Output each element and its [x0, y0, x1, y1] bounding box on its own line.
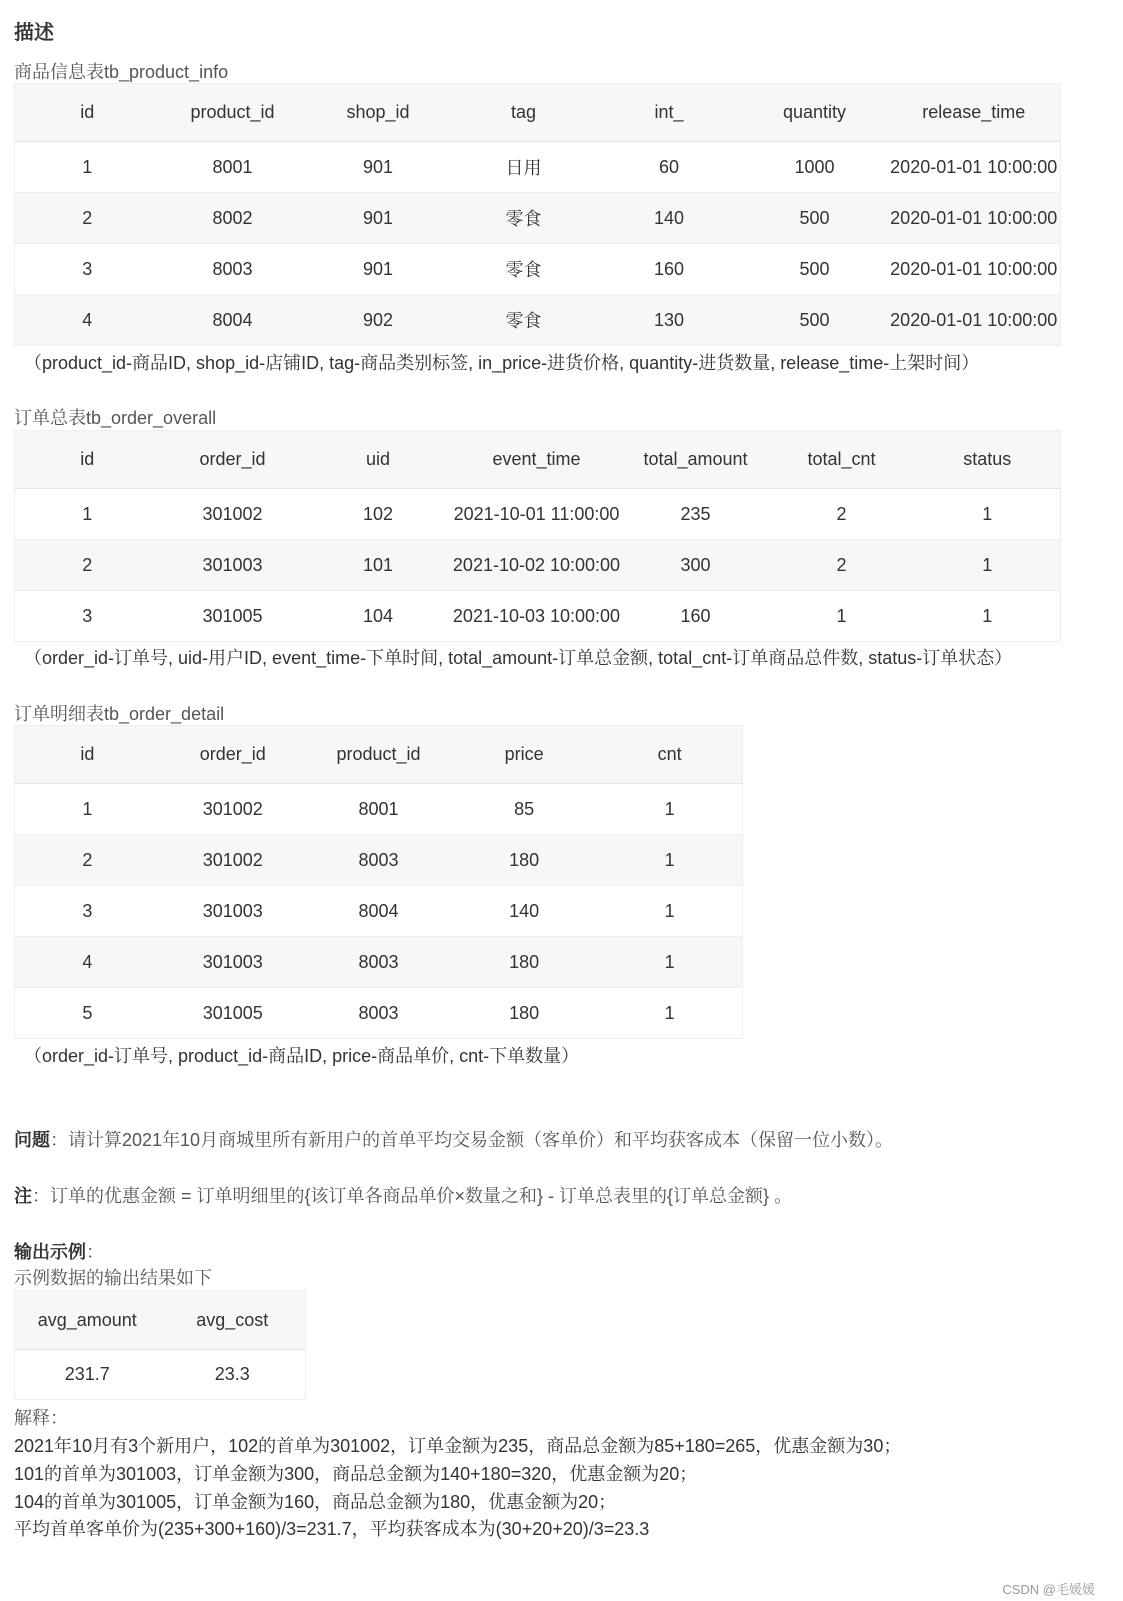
table-cell: 301003 — [160, 540, 306, 591]
table-cell: 301002 — [160, 835, 306, 886]
table-cell: 1 — [597, 988, 742, 1039]
table-cell: 2021-10-01 11:00:00 — [451, 489, 623, 540]
table-row — [15, 1350, 306, 1400]
product-info-table — [14, 83, 1061, 346]
table-cell: 零食 — [451, 295, 597, 346]
table-cell: 140 — [451, 886, 597, 937]
table-row — [15, 835, 743, 886]
table-row — [15, 142, 1061, 193]
table-cell: 8003 — [160, 244, 306, 295]
column-header: product_id — [306, 726, 451, 784]
table-cell: 2 — [15, 835, 160, 886]
table-cell: 2021-10-03 10:00:00 — [451, 591, 623, 642]
column-header: id — [15, 84, 160, 142]
product-info-note: （product_id-商品ID, shop_id-店铺ID, tag-商品类别标签, in_price-进货价格, quantity-进货数量, release_time-上架时间） — [24, 353, 980, 373]
table-cell: 2 — [769, 540, 915, 591]
table-cell: 301003 — [160, 886, 306, 937]
output-label: 输出示例 — [14, 1242, 86, 1262]
order-detail-caption: 订单明细表tb_order_detail — [14, 704, 225, 724]
table-row — [15, 937, 743, 988]
table-cell: 500 — [742, 244, 888, 295]
table-cell: 901 — [306, 193, 451, 244]
table-header-row — [15, 1291, 306, 1350]
table-cell: 902 — [306, 295, 451, 346]
table-cell: 3 — [15, 244, 160, 295]
column-header: uid — [306, 431, 451, 489]
table-row — [15, 489, 1061, 540]
question-body: ：请计算2021年10月商城里所有新用户的首单平均交易金额（客单价）和平均获客成本（保留一位小数）。 — [50, 1130, 894, 1150]
product-info-caption: 商品信息表tb_product_info — [14, 62, 229, 82]
remark-body: ：订单的优惠金额 = 订单明细里的{该订单各商品单价×数量之和} - 订单总表里的{订单总金额} 。 — [32, 1186, 793, 1206]
table-cell: 104 — [306, 591, 451, 642]
table-cell: 1 — [15, 489, 160, 540]
column-header: id — [15, 726, 160, 784]
section-heading: 描述 — [14, 22, 54, 44]
output-table — [14, 1290, 306, 1400]
table-cell: 160 — [623, 591, 769, 642]
table-cell: 2020-01-01 10:00:00 — [888, 295, 1061, 346]
table-cell: 8003 — [306, 835, 451, 886]
table-row — [15, 244, 1061, 295]
table-cell: 8002 — [160, 193, 306, 244]
column-header: shop_id — [306, 84, 451, 142]
table-cell: 101 — [306, 540, 451, 591]
column-header: avg_cost — [160, 1291, 306, 1350]
order-detail-note: （order_id-订单号, product_id-商品ID, price-商品单价, cnt-下单数量） — [24, 1046, 580, 1066]
column-header: release_time — [888, 84, 1061, 142]
table-cell: 2020-01-01 10:00:00 — [888, 244, 1061, 295]
table-cell: 102 — [306, 489, 451, 540]
table-row — [15, 193, 1061, 244]
table-cell: 4 — [15, 295, 160, 346]
order-overall-table — [14, 430, 1061, 642]
table-cell: 8003 — [306, 937, 451, 988]
column-header: total_amount — [623, 431, 769, 489]
table-cell: 500 — [742, 193, 888, 244]
table-row — [15, 886, 743, 937]
table-cell: 180 — [451, 835, 597, 886]
question-text — [14, 1126, 893, 1152]
table-cell: 2021-10-02 10:00:00 — [451, 540, 623, 591]
table-cell: 901 — [306, 244, 451, 295]
table-cell: 235 — [623, 489, 769, 540]
column-header: avg_amount — [15, 1291, 160, 1350]
table-cell: 零食 — [451, 193, 597, 244]
column-header: product_id — [160, 84, 306, 142]
output-subtitle: 示例数据的输出结果如下 — [14, 1268, 212, 1288]
table-row — [15, 295, 1061, 346]
table-cell: 1 — [15, 784, 160, 835]
table-cell: 8004 — [160, 295, 306, 346]
order-overall-note: （order_id-订单号, uid-用户ID, event_time-下单时间, total_amount-订单总金额, total_cnt-订单商品总件数, status-订单状态） — [24, 648, 1013, 668]
table-cell: 2020-01-01 10:00:00 — [888, 142, 1061, 193]
column-header: order_id — [160, 431, 306, 489]
table-cell: 160 — [597, 244, 742, 295]
table-cell: 5 — [15, 988, 160, 1039]
column-header: event_time — [451, 431, 623, 489]
table-cell: 301005 — [160, 591, 306, 642]
column-header: total_cnt — [769, 431, 915, 489]
table-cell: 301003 — [160, 937, 306, 988]
column-header: cnt — [597, 726, 742, 784]
table-row — [15, 540, 1061, 591]
remark-label: 注 — [14, 1186, 32, 1206]
table-cell: 1 — [597, 937, 742, 988]
explanation-title: 解释： — [14, 1408, 68, 1428]
table-row — [15, 784, 743, 835]
table-cell: 1 — [597, 835, 742, 886]
table-header-row — [15, 84, 1061, 142]
table-cell: 1 — [915, 591, 1061, 642]
table-cell: 1 — [769, 591, 915, 642]
table-cell: 130 — [597, 295, 742, 346]
table-cell: 301005 — [160, 988, 306, 1039]
column-header: status — [915, 431, 1061, 489]
table-cell: 8001 — [160, 142, 306, 193]
table-cell: 1 — [597, 784, 742, 835]
table-cell: 300 — [623, 540, 769, 591]
table-cell: 8003 — [306, 988, 451, 1039]
table-cell: 4 — [15, 937, 160, 988]
table-cell: 901 — [306, 142, 451, 193]
table-cell: 60 — [597, 142, 742, 193]
table-cell: 140 — [597, 193, 742, 244]
table-cell: 8004 — [306, 886, 451, 937]
table-cell: 1000 — [742, 142, 888, 193]
column-header: tag — [451, 84, 597, 142]
table-cell: 1 — [915, 540, 1061, 591]
table-row — [15, 591, 1061, 642]
table-cell: 零食 — [451, 244, 597, 295]
column-header: order_id — [160, 726, 306, 784]
table-header-row — [15, 431, 1061, 489]
table-cell: 231.7 — [15, 1350, 160, 1400]
table-cell: 301002 — [160, 784, 306, 835]
table-cell: 3 — [15, 886, 160, 937]
table-cell: 3 — [15, 591, 160, 642]
column-header: price — [451, 726, 597, 784]
explanation-line: 101的首单为301003，订单金额为300，商品总金额为140+180=320，优惠金额为20； — [14, 1464, 698, 1484]
table-cell: 2 — [15, 193, 160, 244]
table-header-row — [15, 726, 743, 784]
table-cell: 1 — [15, 142, 160, 193]
footer-watermark: CSDN @毛媛媛 — [1002, 1582, 1095, 1597]
question-label: 问题 — [14, 1130, 50, 1150]
explanation-line: 104的首单为301005，订单金额为160，商品总金额为180，优惠金额为20； — [14, 1492, 617, 1512]
table-cell: 2 — [769, 489, 915, 540]
output-colon: ： — [86, 1242, 104, 1262]
table-cell: 500 — [742, 295, 888, 346]
remark-text — [14, 1182, 792, 1208]
order-detail-table — [14, 725, 743, 1039]
table-cell: 301002 — [160, 489, 306, 540]
table-cell: 日用 — [451, 142, 597, 193]
explanation-line: 2021年10月有3个新用户，102的首单为301002，订单金额为235，商品总金额为85+180=265，优惠金额为30； — [14, 1436, 902, 1456]
table-cell: 1 — [597, 886, 742, 937]
table-cell: 1 — [915, 489, 1061, 540]
table-row — [15, 988, 743, 1039]
table-cell: 180 — [451, 988, 597, 1039]
table-cell: 2 — [15, 540, 160, 591]
output-heading — [14, 1238, 104, 1264]
column-header: id — [15, 431, 160, 489]
column-header: quantity — [742, 84, 888, 142]
table-cell: 8001 — [306, 784, 451, 835]
table-cell: 180 — [451, 937, 597, 988]
column-header: int_ — [597, 84, 742, 142]
table-cell: 2020-01-01 10:00:00 — [888, 193, 1061, 244]
table-cell: 23.3 — [160, 1350, 306, 1400]
order-overall-caption: 订单总表tb_order_overall — [14, 408, 217, 428]
explanation-line: 平均首单客单价为(235+300+160)/3=231.7，平均获客成本为(30+20+20)/3=23.3 — [14, 1519, 650, 1539]
table-cell: 85 — [451, 784, 597, 835]
